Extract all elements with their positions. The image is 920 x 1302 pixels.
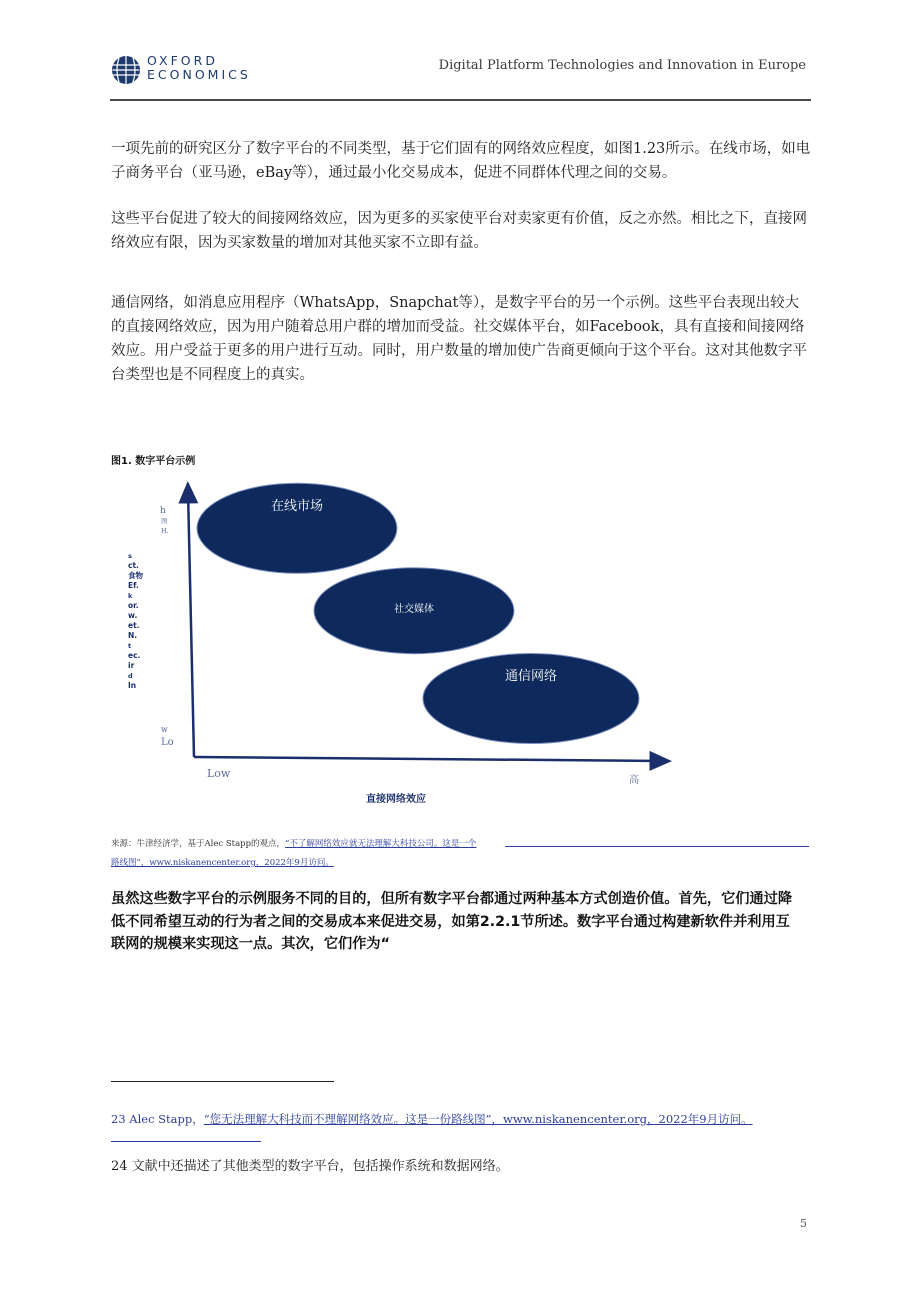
globe-icon (111, 55, 141, 85)
ellipse-1 (197, 483, 397, 573)
footnote-24: 24 文献中还描述了其他类型的数字平台，包括操作系统和数据网络。 (111, 1159, 509, 1174)
y-axis-title (128, 551, 143, 691)
y-axis-title-fragment: d (128, 672, 133, 680)
paragraph-2: 这些平台促进了较大的间接网络效应，因为更多的买家使平台对卖家更有价值，反之亦然。相比之下，直接网络效应有限，因为买家数量的增加对其他买家不立即有益。 (111, 211, 807, 251)
y-axis-title-fragment: 食物 (128, 571, 143, 580)
source-link-rule (505, 846, 809, 847)
y-axis-title-fragment: ir (128, 661, 135, 670)
ellipse-label-3: 通信网络 (504, 669, 557, 685)
footnote-divider (111, 1081, 334, 1082)
ellipse-label-1: 在线市场 (270, 498, 323, 514)
footnote-23: 23 Alec Stapp，“您无法理解大科技而不理解网络效应。这是一份路线图”，www.niskanencenter.org，2022年9月访问。 (111, 1112, 753, 1126)
y-axis-title-fragment: ec. (128, 651, 141, 660)
x-high-label: 高 (629, 775, 639, 786)
footnote-23-rule (111, 1141, 261, 1142)
y-axis-title-fragment: s (128, 552, 132, 560)
logo-wordmark: OXFORD ECONOMICS (147, 53, 251, 82)
y-axis-title-fragment: N. (128, 631, 138, 640)
y-axis-title-fragment: w. (128, 611, 138, 620)
y-axis-title-fragment: Ef. (128, 581, 139, 590)
figure-source: 来源：牛津经济学，基于Alec Stapp的观点，“不了解网络效应就无法理解大科技公司。这是一个 (111, 839, 477, 849)
y-high-label-2: 图 (161, 517, 168, 525)
network-effects-chart (110, 480, 710, 810)
y-axis (188, 491, 194, 757)
y-axis-title-fragment: or. (128, 601, 139, 610)
source-link-part1[interactable]: “不了解网络效应就无法理解大科技公司。这是一个 (285, 839, 477, 849)
bold-paragraph: 虽然这些数字平台的示例服务不同的目的，但所有数字平台都通过两种基本方式创造价值。首先，它们通过降低不同希望互动的行为者之间的交易成本来促进交易，如第2.2.1节所述。数字平台通过构建新软件并利用互联网的规模来实现这一点。其次，它们作为“ (111, 891, 793, 952)
y-axis-title-fragment: In (128, 681, 137, 690)
figure-title: 图1. 数字平台示例 (111, 456, 196, 467)
paragraph-1: 一项先前的研究区分了数字平台的不同类型，基于它们固有的网络效应程度，如图1.23所示。在线市场，如电子商务平台（亚马逊，eBay等），通过最小化交易成本，促进不同群体代理之间的交易。 (111, 141, 811, 181)
y-high-label-3: H. (161, 527, 169, 535)
footnote-23-link[interactable]: “您无法理解大科技而不理解网络效应。这是一份路线图”，www.niskanencenter.org，2022年9月访问。 (203, 1112, 753, 1126)
figure-source-line2 (111, 856, 334, 868)
y-axis-title-fragment: k (128, 592, 133, 600)
y-axis-title-fragment: et. (128, 621, 140, 630)
y-axis-title-fragment: ct. (128, 561, 139, 570)
paragraph-3: 通信网络，如消息应用程序（WhatsApp，Snapchat等），是数字平台的另一个示例。这些平台表现出较大的直接网络效应，因为用户随着总用户群的增加而受益。社交媒体平台，如Facebook，具有直接和间接网络效应。用户受益于更多的用户进行互动。同时，用户数量的增加使广告商更倾向于这个平台。这对其他数字平台类型也是不同程度上的真实。 (111, 295, 807, 383)
header-divider (110, 99, 811, 101)
ellipse-3 (423, 653, 639, 743)
x-low-label: Low (207, 767, 231, 780)
x-axis (194, 757, 662, 761)
source-link-part2[interactable]: 路线图”，www.niskanencenter.org，2022年9月访问。 (111, 858, 334, 868)
page-number: 5 (800, 1217, 807, 1230)
document-title: Digital Platform Technologies and Innovation in Europe (438, 58, 806, 73)
ellipse-label-2: 社交媒体 (393, 604, 434, 616)
x-axis-title: 直接网络效应 (366, 794, 426, 805)
y-axis-title-fragment: t (128, 642, 132, 650)
y-low-label-1: w (161, 725, 168, 734)
y-high-label-1: h (160, 506, 166, 516)
y-low-label-2: Lo (161, 737, 174, 748)
